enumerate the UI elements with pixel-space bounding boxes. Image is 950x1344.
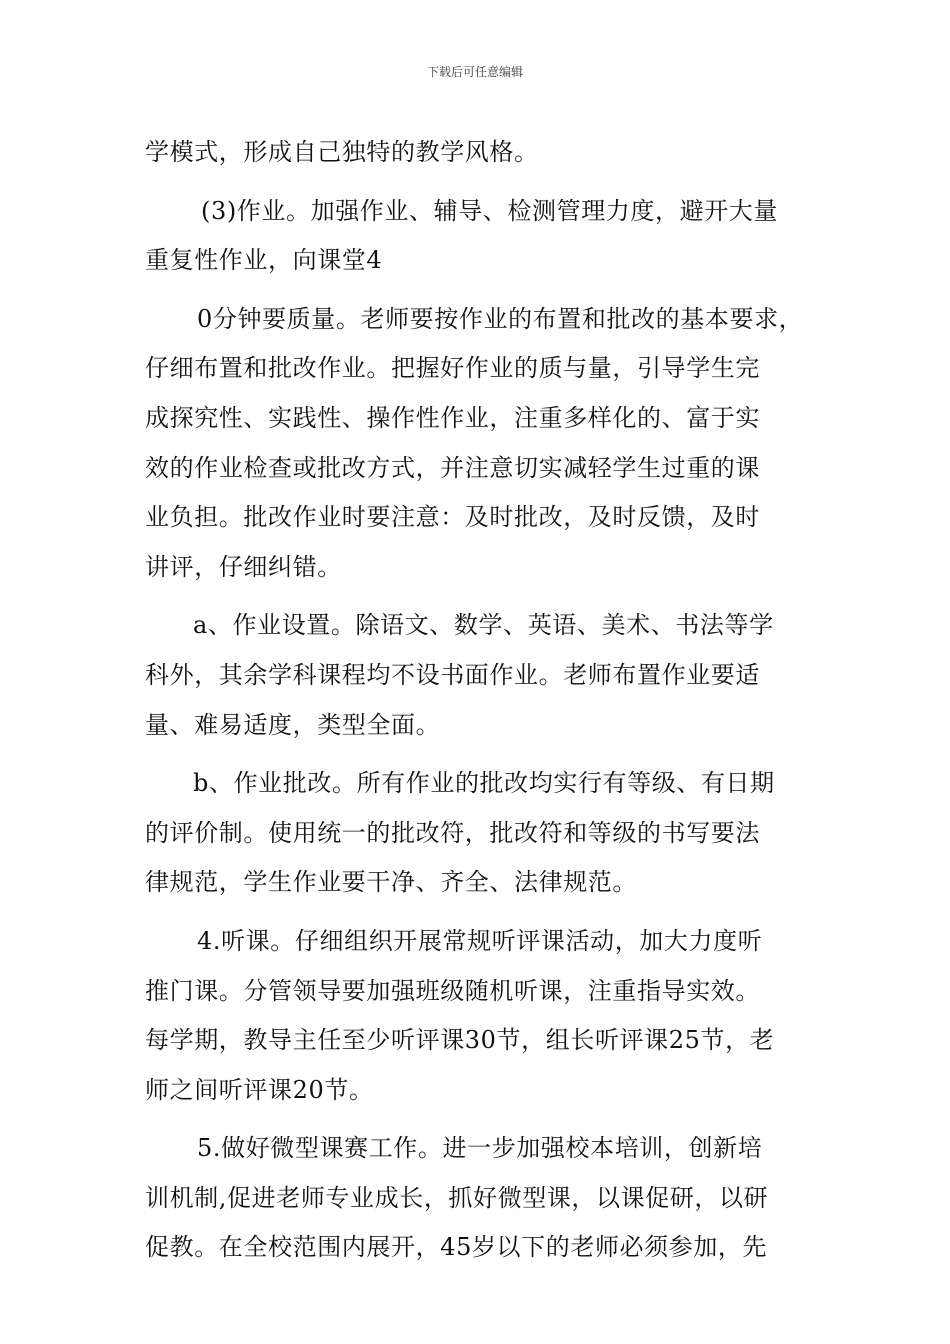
paragraph-line: 促教。在全校范围内展开，45岁以下的老师必须参加，先 — [145, 1233, 768, 1262]
paragraph-micro-lesson — [145, 1124, 825, 1273]
paragraph-line: 科外，其余学科课程均不设书面作业。老师布置作业要适 — [145, 660, 760, 689]
paragraph-lesson-observation — [145, 917, 825, 1115]
paragraph-line: b、作业批改。所有作业的批改均实行有等级、有日期 — [193, 769, 775, 798]
page-header-note: 下载后可任意编辑 — [426, 65, 523, 79]
paragraph-line: 的评价制。使用统一的批改符，批改符和等级的书写要法 — [145, 818, 760, 847]
paragraph-line: 仔细布置和批改作业。把握好作业的质与量，引导学生完 — [145, 354, 760, 383]
paragraph-homework-quality — [145, 295, 825, 593]
paragraph-homework-heading — [145, 187, 825, 286]
paragraph-line: 推门课。分管领导要加强班级随机听课，注重指导实效。 — [145, 976, 760, 1005]
paragraph-line: 学模式，形成自己独特的教学风格。 — [145, 138, 539, 166]
paragraph-line: 师之间听评课20节。 — [145, 1075, 374, 1104]
document-body — [145, 128, 825, 1273]
paragraph-line: 5.做好微型课赛工作。进一步加强校本培训，创新培 — [197, 1134, 763, 1163]
paragraph-line: 0分钟要质量。老师要按作业的布置和批改的基本要求， — [197, 304, 804, 333]
paragraph-line: 效的作业检查或批改方式，并注意切实减轻学生过重的课 — [145, 453, 760, 482]
paragraph-line: 讲评，仔细纠错。 — [145, 552, 342, 581]
paragraph-homework-grading — [145, 759, 825, 908]
paragraph-line: a、作业设置。除语文、数学、英语、美术、书法等学 — [193, 611, 774, 640]
paragraph-line: 每学期，教导主任至少听评课30节，组长听评课25节，老 — [145, 1026, 775, 1055]
paragraph-line: 律规范，学生作业要干净、齐全、法律规范。 — [145, 868, 637, 897]
paragraph-teaching-style — [145, 128, 825, 178]
paragraph-line: (3)作业。加强作业、辅导、检测管理力度，避开大量 — [201, 196, 778, 225]
paragraph-line: 训机制,促进老师专业成长，抓好微型课，以课促研，以研 — [145, 1183, 769, 1212]
paragraph-line: 4.听课。仔细组织开展常规听评课活动，加大力度听 — [197, 926, 763, 955]
paragraph-homework-setting — [145, 601, 825, 750]
paragraph-line: 重复性作业，向课堂4 — [145, 246, 383, 275]
paragraph-line: 量、难易适度，类型全面。 — [145, 710, 441, 739]
paragraph-line: 业负担。批改作业时要注意：及时批改，及时反馈，及时 — [145, 503, 760, 532]
paragraph-line: 成探究性、实践性、操作性作业，注重多样化的、富于实 — [145, 403, 760, 432]
